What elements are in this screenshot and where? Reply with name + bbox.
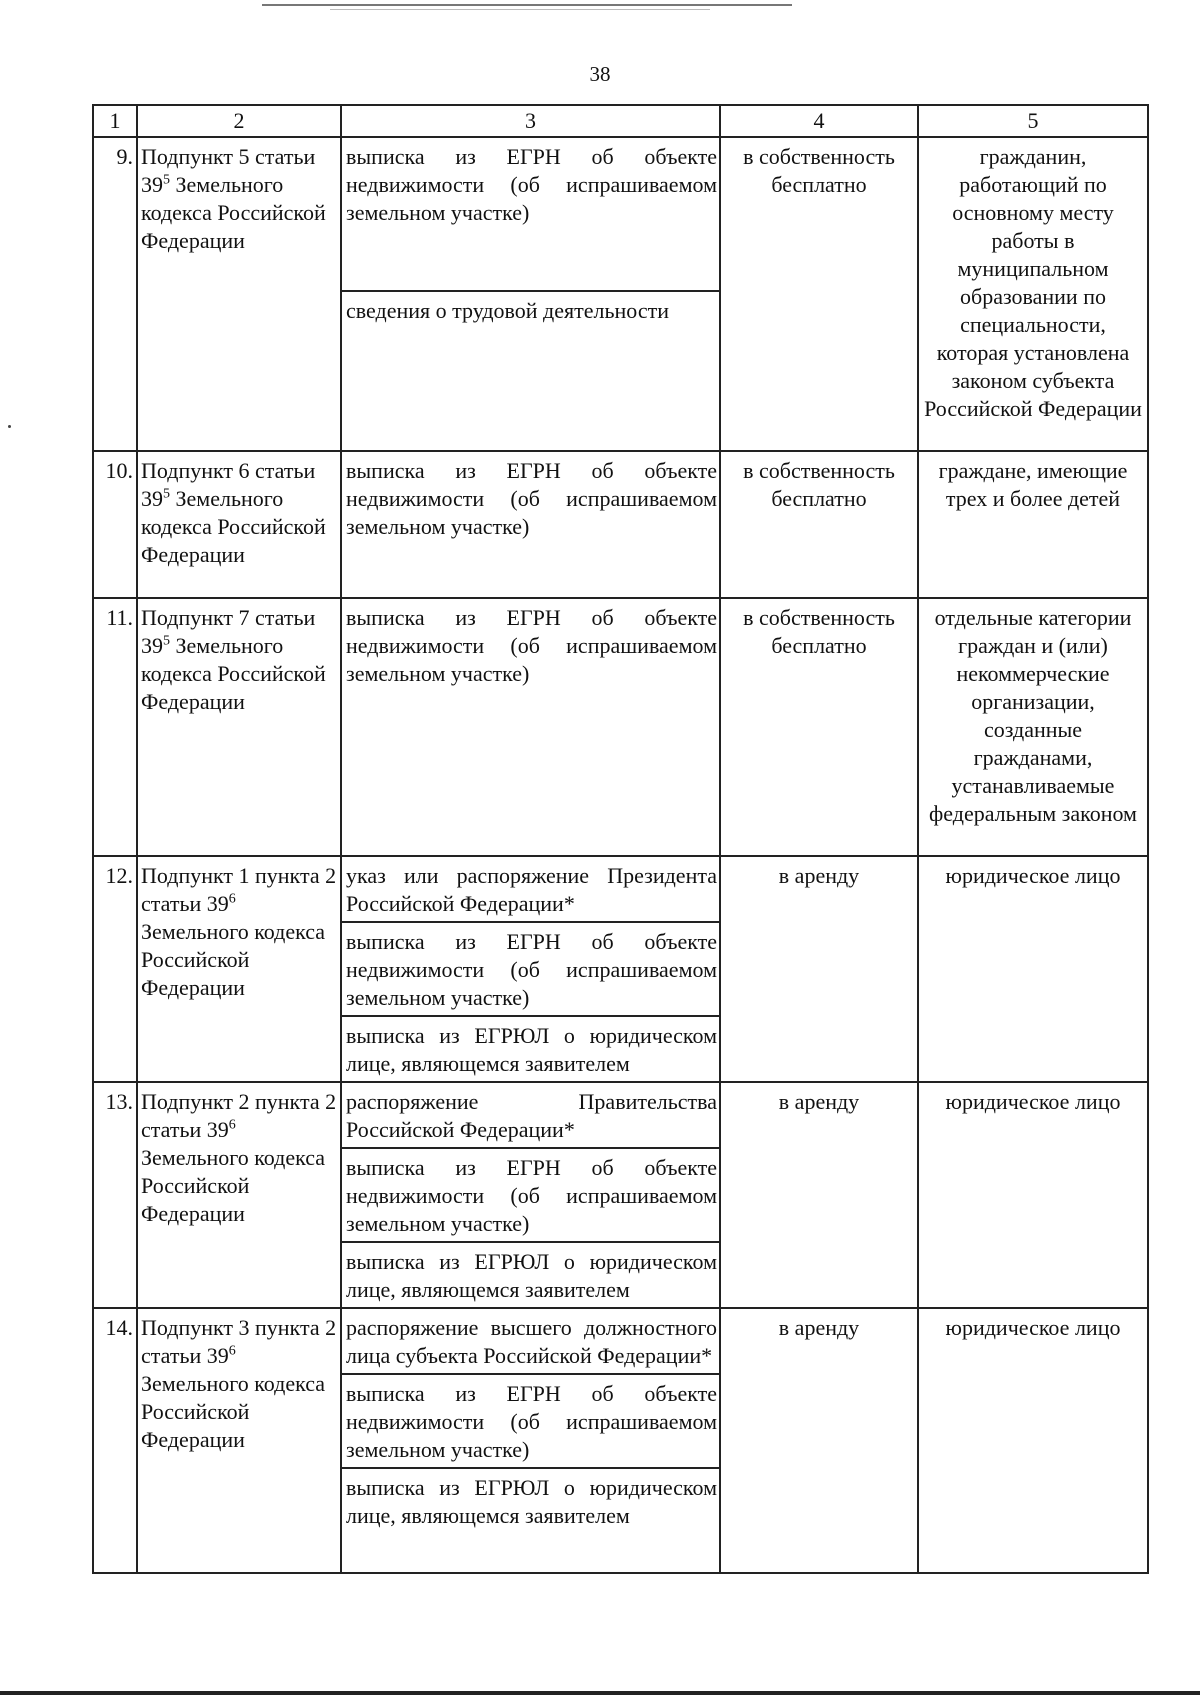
article-number: 39 — [141, 486, 163, 511]
legal-basis-cell — [137, 1308, 341, 1573]
legal-basis-cell — [137, 451, 341, 598]
article-number: 39 — [141, 633, 163, 658]
legal-basis-rest: Земельного кодекса Российской Федерации — [141, 633, 326, 714]
article-superscript: 5 — [163, 633, 170, 649]
right-type-cell: в собственность бесплатно — [720, 451, 918, 598]
row-number: 14. — [93, 1308, 137, 1573]
article-number: 39 — [206, 1117, 229, 1142]
article-superscript: 6 — [228, 891, 236, 907]
legal-basis-cell — [137, 856, 341, 1082]
table-row — [93, 451, 1148, 598]
right-type-cell: в аренду — [720, 856, 918, 1082]
article-number: 39 — [206, 1343, 229, 1368]
legal-basis-rest: Земельного кодекса Российской Федерации — [141, 1145, 326, 1226]
document-item: выписка из ЕГРН об объекте недвижимости (об испрашиваемом земельном участке) — [342, 923, 719, 1017]
document-table — [92, 104, 1149, 1574]
legal-basis-rest: Земельного кодекса Российской Федерации — [141, 172, 326, 253]
legal-basis-text: Подпункт 1 пункта 2 статьи — [141, 863, 337, 916]
legal-basis-text: Подпункт 5 статьи — [141, 144, 316, 169]
legal-basis-text: Подпункт 6 статьи — [141, 458, 316, 483]
table-row — [93, 856, 1148, 1082]
header-cell: 4 — [720, 105, 918, 137]
row-number: 10. — [93, 451, 137, 598]
legal-basis-text: Подпункт 2 пункта 2 статьи — [141, 1089, 337, 1142]
article-superscript: 6 — [228, 1117, 236, 1133]
table-header-row — [93, 105, 1148, 137]
documents-cell — [341, 451, 720, 598]
article-superscript: 5 — [163, 172, 170, 188]
legal-basis-text: Подпункт 3 пункта 2 статьи — [141, 1315, 337, 1368]
article-number: 39 — [141, 172, 163, 197]
page-number: 38 — [589, 62, 611, 86]
right-type-cell: в аренду — [720, 1082, 918, 1308]
row-number: 12. — [93, 856, 137, 1082]
row-number: 13. — [93, 1082, 137, 1308]
document-item: выписка из ЕГРН об объекте недвижимости (об испрашиваемом земельном участке) — [342, 138, 719, 292]
scan-artifact-bottom — [0, 1691, 1200, 1695]
document-item: распоряжение Правительства Российской Федерации* — [342, 1083, 719, 1149]
header-cell: 1 — [93, 105, 137, 137]
document-item: выписка из ЕГРН об объекте недвижимости (об испрашиваемом земельном участке) — [342, 1375, 719, 1469]
row-number: 11. — [93, 598, 137, 856]
legal-basis-cell — [137, 598, 341, 856]
document-item: сведения о трудовой деятельности — [346, 298, 669, 323]
article-superscript: 6 — [228, 1343, 236, 1359]
row-number: 9. — [93, 137, 137, 451]
table-row — [93, 1082, 1148, 1308]
documents-cell — [341, 598, 720, 856]
applicant-cell: отдельные категории граждан и (или) некоммерческие организации, созданные гражданами, устанавливаемые федеральным законом — [918, 598, 1148, 856]
documents-cell — [341, 1308, 720, 1573]
applicant-cell: юридическое лицо — [918, 1308, 1148, 1573]
table-row — [93, 137, 1148, 451]
document-item: выписка из ЕГРЮЛ о юридическом лице, являющемся заявителем — [346, 1023, 717, 1076]
right-type-cell: в собственность бесплатно — [720, 598, 918, 856]
table-row — [93, 598, 1148, 856]
article-number: 39 — [206, 891, 229, 916]
legal-basis-cell — [137, 137, 341, 451]
legal-basis-rest: Земельного кодекса Российской Федерации — [141, 486, 326, 567]
applicant-cell: юридическое лицо — [918, 856, 1148, 1082]
document-item: распоряжение высшего должностного лица субъекта Российской Федерации* — [342, 1309, 719, 1375]
right-type-cell: в аренду — [720, 1308, 918, 1573]
header-cell: 3 — [341, 105, 720, 137]
legal-basis-cell — [137, 1082, 341, 1308]
scan-artifact-dot — [8, 425, 11, 428]
scan-artifact-top-2 — [330, 9, 710, 10]
document-item: указ или распоряжение Президента Российской Федерации* — [342, 857, 719, 923]
documents-cell — [341, 1082, 720, 1308]
document-item: выписка из ЕГРН об объекте недвижимости (об испрашиваемом земельном участке) — [346, 605, 717, 686]
documents-cell — [341, 856, 720, 1082]
scan-artifact-top — [262, 4, 792, 6]
applicant-cell: юридическое лицо — [918, 1082, 1148, 1308]
document-item: выписка из ЕГРЮЛ о юридическом лице, являющемся заявителем — [346, 1475, 717, 1528]
document-item: выписка из ЕГРН об объекте недвижимости (об испрашиваемом земельном участке) — [346, 458, 717, 539]
table-row — [93, 1308, 1148, 1573]
legal-basis-text: Подпункт 7 статьи — [141, 605, 316, 630]
article-superscript: 5 — [163, 486, 170, 502]
document-item: выписка из ЕГРЮЛ о юридическом лице, являющемся заявителем — [346, 1249, 717, 1302]
document-item: выписка из ЕГРН об объекте недвижимости (об испрашиваемом земельном участке) — [342, 1149, 719, 1243]
header-cell: 2 — [137, 105, 341, 137]
legal-basis-rest: Земельного кодекса Российской Федерации — [141, 1371, 326, 1452]
right-type-cell: в собственность бесплатно — [720, 137, 918, 451]
applicant-cell: гражданин, работающий по основному месту работы в муниципальном образовании по специальности, которая установлена законом субъекта Российской Федерации — [918, 137, 1148, 451]
legal-basis-rest: Земельного кодекса Российской Федерации — [141, 919, 326, 1000]
documents-cell — [341, 137, 720, 451]
applicant-cell: граждане, имеющие трех и более детей — [918, 451, 1148, 598]
header-cell: 5 — [918, 105, 1148, 137]
